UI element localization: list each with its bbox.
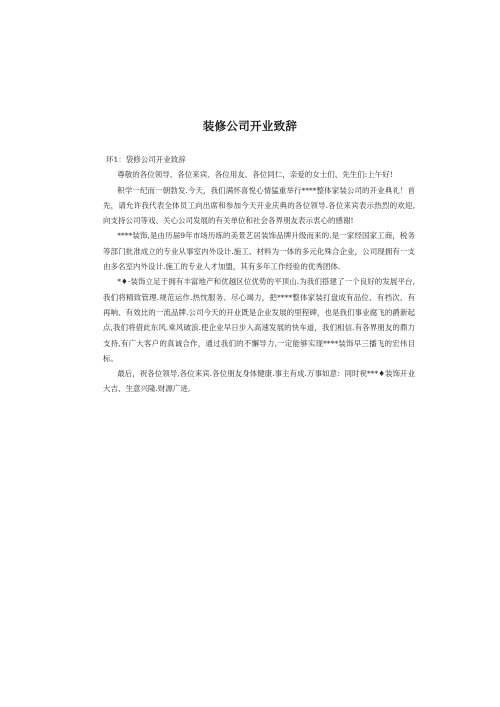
paragraph-development: *♦-装饰立足于拥有丰富地产和优越区位优势的平顶山.为我们搭建了一个良好的发展平台,我们将精致管理.规范运作.热忱服务、尽心竭力，把****整体家装打盘成有品位、有档次、有再响、有效比的一流品牌.公司今天的开业既是企业发展的里程碑，也是我们事业腐飞的爵新起点,我们将借此东风.乘风破浪.使企业早日步入高速发展的快车道，我们相信.有各界朋友的鼎力支持,有广大客户的真诚合作，通过我们的不懈导力,一定能够实现****装饰早三播飞的宏伟目标。 bbox=[103, 277, 415, 363]
paragraph-closing: 最后，祝各位领导,各位来宾.各位朋友身体健康.事主有成.万事如意：同时祝***♦装饰开业大吉、生意兴隆.财源广进, bbox=[103, 369, 415, 394]
paragraph-company-intro: ****装饰,是由历届9年市场历练的美景艺居装饰品牌升级而来的.是一家经国家工商，税务等部门批准成立的专业从事室内外设计.施工、材料为一体的多元化殊合企业，公司现拥有一支由多名室内外设计.施工的专业人才加盟，其有多年工作经验的优秀团体. bbox=[103, 231, 415, 272]
document-title: 装修公司开业致辞 bbox=[202, 119, 298, 133]
document-subheading: 环1：袋修公司开业致辞 bbox=[106, 155, 186, 164]
document-body bbox=[103, 152, 415, 397]
paragraph-welcome: 积学一纪而一朝勃发.今天，我们满怀喜悦心情猛重举行****整体家装公司的开业典礼！首先，请允许我代表全体员工向出席和参加今天开业庆典的各位领导.各位来宾表示热烈的欢迎,向支持公司等戏、关心公司发展的有关单位和社会各界朋友表示衷心的感谢! bbox=[103, 185, 415, 226]
paragraph-greeting: 尊敬的各位领导、各位来宾、各位用友、各位同仁，亲爱的女士们、先生们:上午好! bbox=[117, 170, 393, 180]
